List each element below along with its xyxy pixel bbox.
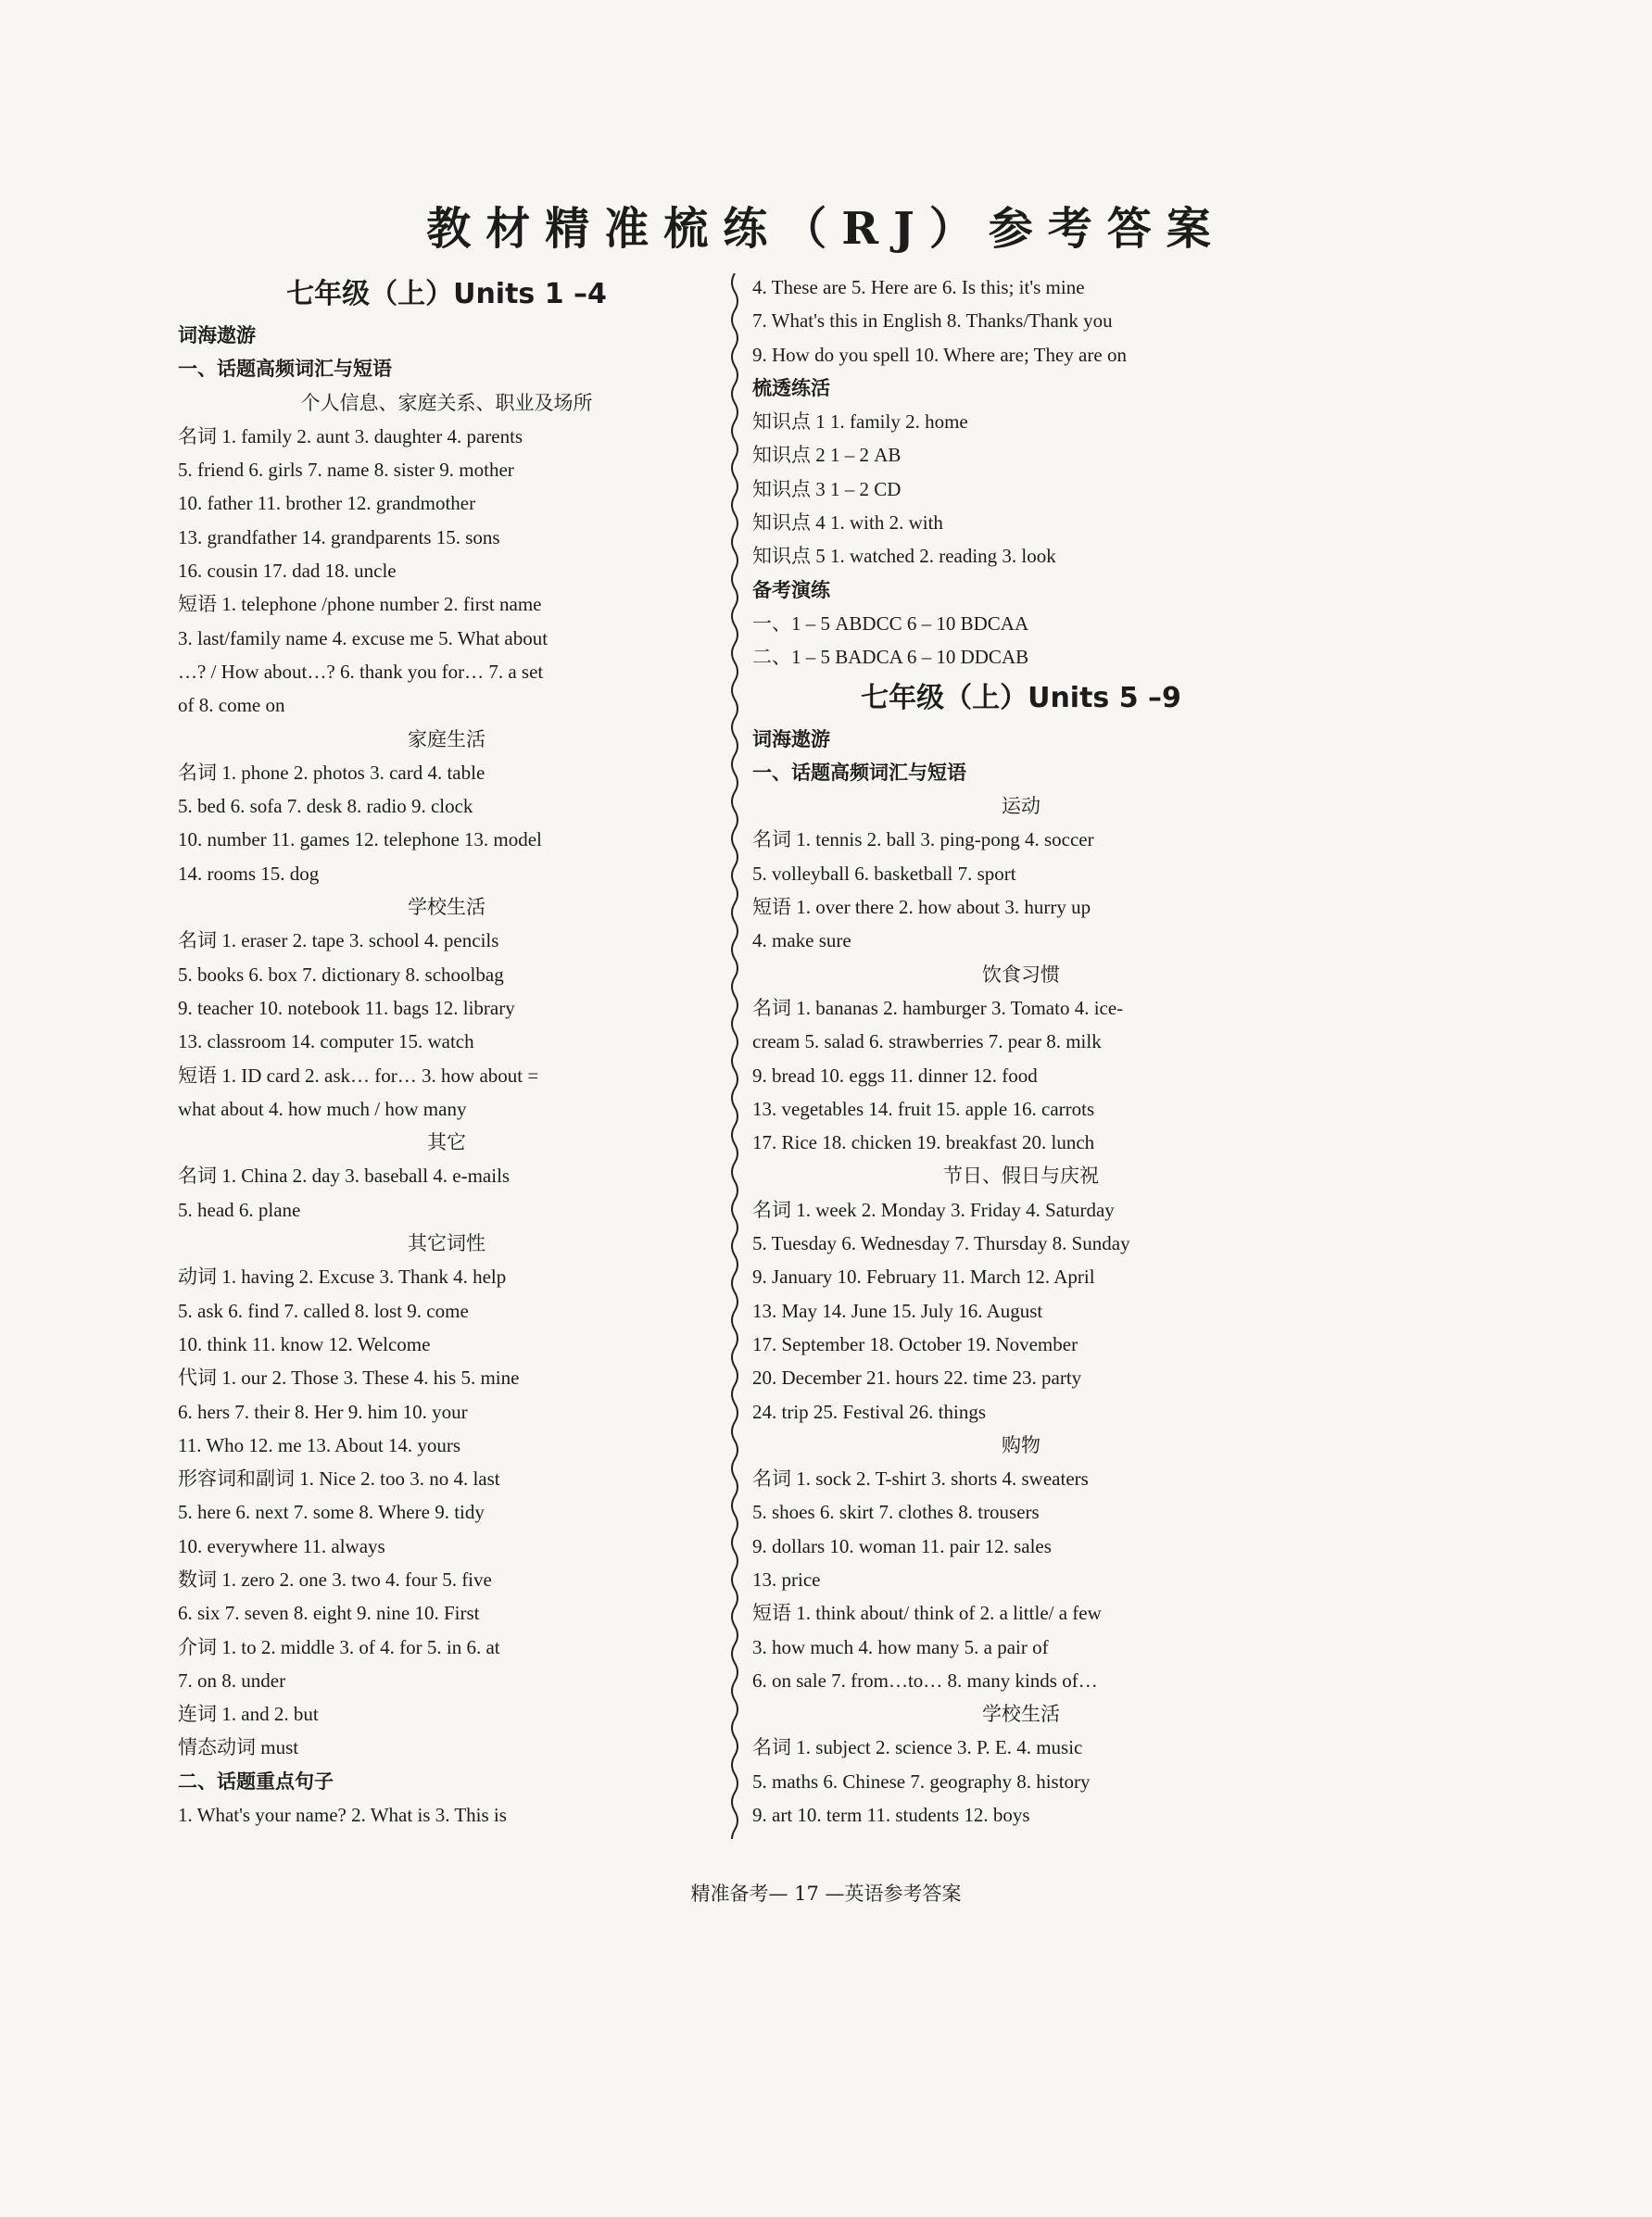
section-heading: 词海遨游 xyxy=(752,727,830,750)
answer-line: 4. These are 5. Here are 6. Is this; it's mine xyxy=(752,276,1085,298)
answer-line: 知识点 3 1 – 2 CD xyxy=(752,477,902,500)
answer-line: 数词 1. zero 2. one 3. two 4. four 5. five xyxy=(178,1568,492,1591)
answer-line: 1. What's your name? 2. What is 3. This is xyxy=(178,1804,507,1827)
answer-line: 3. last/family name 4. excuse me 5. What about xyxy=(178,626,549,649)
answer-line: 5. Tuesday 6. Wednesday 7. Thursday 8. Sunday xyxy=(752,1232,1130,1255)
answer-line: 5. ask 6. find 7. called 8. lost 9. come xyxy=(178,1299,469,1322)
answer-line: 20. December 21. hours 22. time 23. party xyxy=(752,1367,1082,1390)
answer-line: 10. think 11. know 12. Welcome xyxy=(178,1332,431,1355)
answer-line: 11. Who 12. me 13. About 14. yours xyxy=(178,1433,461,1456)
answer-line: 知识点 1 1. family 2. home xyxy=(752,410,968,434)
answer-line: 9. teacher 10. notebook 11. bags 12. library xyxy=(178,996,515,1019)
answer-line: 短语 1. telephone /phone number 2. first name xyxy=(178,593,542,616)
answer-line: what about 4. how much / how many xyxy=(178,1097,467,1120)
column-divider xyxy=(728,273,741,1839)
answer-line: 一、1 – 5 ABDCC 6 – 10 BDCAA xyxy=(752,611,1029,635)
topic-heading: 饮食习惯 xyxy=(982,963,1060,986)
answer-line: of 8. come on xyxy=(178,694,285,717)
answer-line: 9. How do you spell 10. Where are; They are on xyxy=(752,343,1127,366)
section-heading: 一、话题高频词汇与短语 xyxy=(752,761,966,784)
topic-heading: 其它词性 xyxy=(408,1232,486,1255)
topic-heading: 节日、假日与庆祝 xyxy=(943,1165,1099,1188)
answer-line: 14. rooms 15. dog xyxy=(178,862,320,885)
section-heading: 一、话题高频词汇与短语 xyxy=(178,358,392,381)
answer-line: 9. dollars 10. woman 11. pair 12. sales xyxy=(752,1534,1052,1557)
right-column xyxy=(752,271,1290,1832)
answer-line: 6. hers 7. their 8. Her 9. him 10. your xyxy=(178,1400,468,1423)
topic-heading: 个人信息、家庭关系、职业及场所 xyxy=(300,391,593,414)
answer-line: 二、1 – 5 BADCA 6 – 10 DDCAB xyxy=(752,646,1029,669)
answer-line: 动词 1. having 2. Excuse 3. Thank 4. help xyxy=(178,1266,507,1289)
answer-line: 名词 1. phone 2. photos 3. card 4. table xyxy=(178,761,486,784)
answer-line: 名词 1. bananas 2. hamburger 3. Tomato 4. ice- xyxy=(752,996,1124,1019)
section-heading: 梳透练活 xyxy=(752,376,830,399)
answer-line: 5. bed 6. sofa 7. desk 8. radio 9. clock xyxy=(178,795,473,818)
answer-line: 9. art 10. term 11. students 12. boys xyxy=(752,1804,1030,1827)
unit-title: 七年级（上）Units 1 –4 xyxy=(286,278,607,310)
answer-line: 13. vegetables 14. fruit 15. apple 16. carrots xyxy=(752,1097,1095,1120)
answer-line: 17. September 18. October 19. November xyxy=(752,1332,1078,1355)
answer-line: 7. What's this in English 8. Thanks/Thank you xyxy=(752,309,1113,333)
topic-heading: 购物 xyxy=(1002,1433,1040,1456)
answer-line: 10. everywhere 11. always xyxy=(178,1534,385,1557)
answer-line: 5. head 6. plane xyxy=(178,1198,301,1221)
answer-line: 9. bread 10. eggs 11. dinner 12. food xyxy=(752,1064,1038,1087)
answer-line: 6. six 7. seven 8. eight 9. nine 10. First xyxy=(178,1602,480,1625)
answer-line: 名词 1. tennis 2. ball 3. ping-pong 4. soccer xyxy=(752,828,1094,851)
answer-line: 5. books 6. box 7. dictionary 8. schoolbag xyxy=(178,963,504,986)
answer-line: 知识点 2 1 – 2 AB xyxy=(752,444,902,467)
answer-line: 10. number 11. games 12. telephone 13. model xyxy=(178,828,542,851)
answer-line: 5. here 6. next 7. some 8. Where 9. tidy xyxy=(178,1501,485,1524)
answer-line: 5. maths 6. Chinese 7. geography 8. history xyxy=(752,1770,1091,1793)
answer-line: cream 5. salad 6. strawberries 7. pear 8. milk xyxy=(752,1030,1102,1053)
answer-line: 5. shoes 6. skirt 7. clothes 8. trousers xyxy=(752,1501,1040,1524)
section-heading: 词海遨游 xyxy=(178,324,256,346)
answer-line: 名词 1. week 2. Monday 3. Friday 4. Saturday xyxy=(752,1198,1115,1221)
topic-heading: 家庭生活 xyxy=(408,727,486,750)
answer-line: 13. price xyxy=(752,1568,821,1591)
answer-line: …? / How about…? 6. thank you for… 7. a set xyxy=(178,660,544,683)
answer-line: 名词 1. family 2. aunt 3. daughter 4. parents xyxy=(178,424,523,447)
topic-heading: 运动 xyxy=(1002,795,1040,818)
answer-line: 7. on 8. under xyxy=(178,1669,286,1692)
answer-line: 知识点 4 1. with 2. with xyxy=(752,511,943,535)
answer-line: 13. grandfather 14. grandparents 15. sons xyxy=(178,525,500,548)
answer-line: 9. January 10. February 11. March 12. April xyxy=(752,1266,1095,1289)
answer-line: 名词 1. China 2. day 3. baseball 4. e-mails xyxy=(178,1165,511,1188)
page-footer: 精准备考— 17 —英语参考答案 xyxy=(690,1883,962,1905)
answer-line: 情态动词 must xyxy=(178,1736,299,1759)
answer-line: 24. trip 25. Festival 26. things xyxy=(752,1400,986,1423)
answer-line: 13. classroom 14. computer 15. watch xyxy=(178,1030,474,1053)
answer-line: 形容词和副词 1. Nice 2. too 3. no 4. last xyxy=(178,1468,500,1491)
answer-line: 名词 1. subject 2. science 3. P. E. 4. music xyxy=(752,1736,1083,1759)
section-heading: 备考演练 xyxy=(752,578,830,601)
left-column xyxy=(178,271,715,1832)
topic-heading: 学校生活 xyxy=(408,896,486,919)
answer-line: 13. May 14. June 15. July 16. August xyxy=(752,1299,1043,1322)
answer-line: 名词 1. eraser 2. tape 3. school 4. pencils xyxy=(178,929,499,952)
answer-line: 16. cousin 17. dad 18. uncle xyxy=(178,560,397,583)
topic-heading: 学校生活 xyxy=(982,1703,1060,1726)
answer-line: 6. on sale 7. from…to… 8. many kinds of… xyxy=(752,1669,1098,1692)
answer-line: 短语 1. think about/ think of 2. a little/ a few xyxy=(752,1602,1102,1625)
answer-line: 5. friend 6. girls 7. name 8. sister 9. mother xyxy=(178,459,514,482)
answer-line: 短语 1. over there 2. how about 3. hurry up xyxy=(752,896,1091,919)
answer-line: 4. make sure xyxy=(752,929,851,952)
answer-line: 短语 1. ID card 2. ask… for… 3. how about = xyxy=(178,1064,539,1087)
section-heading: 二、话题重点句子 xyxy=(178,1770,334,1793)
answer-line: 17. Rice 18. chicken 19. breakfast 20. lunch xyxy=(752,1131,1095,1154)
answer-line: 名词 1. sock 2. T-shirt 3. shorts 4. sweaters xyxy=(752,1468,1089,1491)
answer-line: 10. father 11. brother 12. grandmother xyxy=(178,492,476,515)
answer-line: 3. how much 4. how many 5. a pair of xyxy=(752,1635,1049,1658)
unit-title: 七年级（上）Units 5 –9 xyxy=(861,681,1181,714)
topic-heading: 其它 xyxy=(427,1131,466,1154)
answer-line: 5. volleyball 6. basketball 7. sport xyxy=(752,862,1016,885)
answer-line: 连词 1. and 2. but xyxy=(178,1703,319,1726)
answer-line: 介词 1. to 2. middle 3. of 4. for 5. in 6. at xyxy=(178,1635,500,1658)
answer-line: 代词 1. our 2. Those 3. These 4. his 5. mine xyxy=(178,1367,520,1390)
page-title: 教材精准梳练（RJ）参考答案 xyxy=(426,203,1226,255)
answer-line: 知识点 5 1. watched 2. reading 3. look xyxy=(752,545,1056,568)
